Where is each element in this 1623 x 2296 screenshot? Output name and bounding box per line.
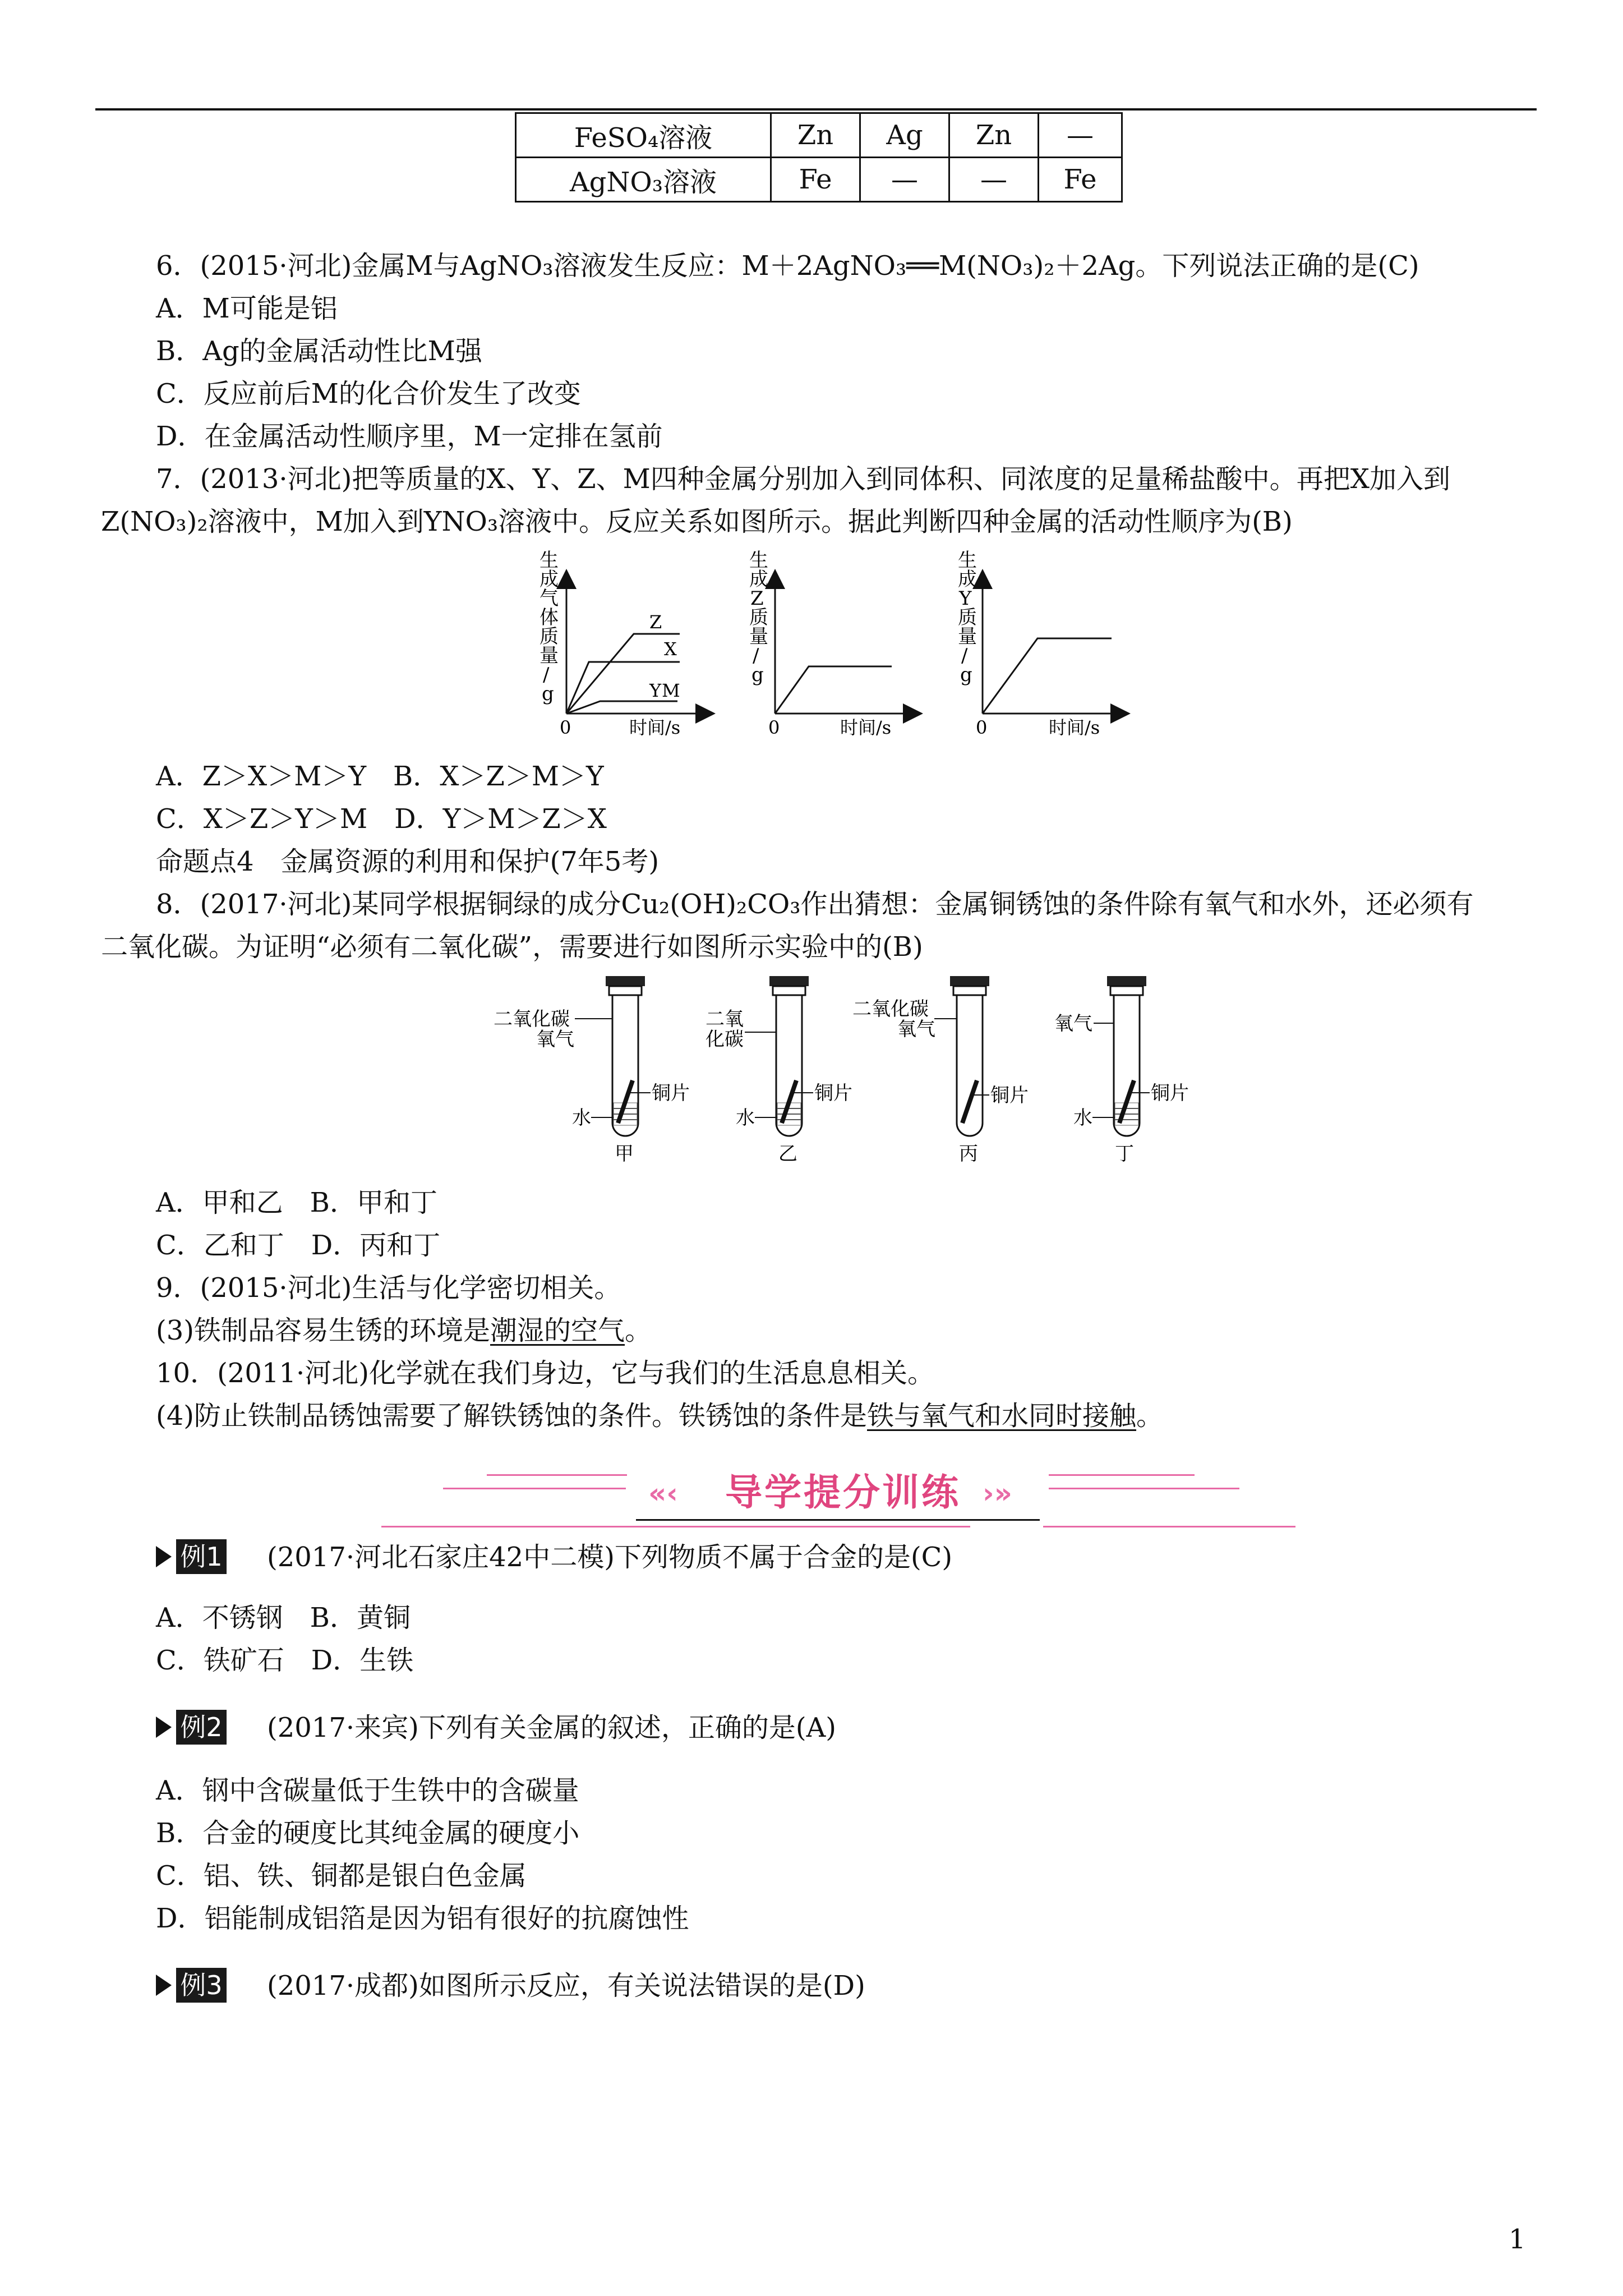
q10-sub bbox=[156, 1395, 1163, 1437]
q9-sub bbox=[156, 1309, 652, 1352]
tube-yi-copper: 铜片 bbox=[814, 1082, 852, 1105]
graph1-ylabel-4: 体 bbox=[540, 606, 559, 629]
graph3-ylabel-4: 质 bbox=[958, 606, 977, 629]
tube-yi-gas2: 化碳 bbox=[706, 1028, 744, 1051]
tube-ding-water: 水 bbox=[1073, 1107, 1092, 1129]
header-rule bbox=[95, 108, 1537, 111]
q7-options-ab: A．Z＞X＞M＞Y B．X＞Z＞M＞Y bbox=[156, 761, 604, 792]
q6-option-c: C．反应前后M的化合价发生了改变 bbox=[156, 378, 581, 409]
ex2-option-a: A．钢中含碳量低于生铁中的含碳量 bbox=[156, 1775, 579, 1806]
example-1-label: 例1 bbox=[176, 1539, 227, 1574]
banner-line bbox=[1049, 1488, 1239, 1489]
q10-stem: 10．(2011·河北)化学就在我们身边，它与我们的生活息息相关。 bbox=[156, 1358, 934, 1389]
graph2-ylabel-3: Z bbox=[750, 587, 764, 610]
graph2-ylabel-4: 质 bbox=[749, 606, 768, 629]
q9-sub-end: 。 bbox=[625, 1315, 652, 1346]
graph-gas-mass bbox=[540, 550, 712, 738]
graph2-ylabel-7: g bbox=[751, 664, 764, 686]
graph2-ylabel-5: 量 bbox=[749, 625, 768, 648]
q10-answer: 铁与氧气和水同时接触 bbox=[867, 1400, 1137, 1432]
table-row bbox=[516, 158, 1122, 202]
q6-stem: 6．(2015·河北)金属M与AgNO₃溶液发生反应：M＋2AgNO₃══M(NO₃)₂＋2Ag。下列说法正确的是(C) bbox=[156, 250, 1419, 282]
play-triangle-icon bbox=[156, 1717, 172, 1738]
q8-test-tubes bbox=[494, 976, 1211, 1167]
tube-bing-copper: 铜片 bbox=[990, 1084, 1029, 1107]
tube-yi bbox=[706, 976, 852, 1165]
graph3-ylabel-1: 生 bbox=[958, 550, 977, 572]
graph3-ylabel-2: 成 bbox=[958, 568, 977, 591]
graph3-ylabel-3: Y bbox=[959, 587, 972, 610]
table-cell: Zn bbox=[771, 113, 860, 158]
q8-options-cd: C．乙和丁 D．丙和丁 bbox=[156, 1230, 441, 1261]
tube-bing bbox=[852, 976, 1029, 1165]
tube-yi-gas1: 二氧 bbox=[706, 1008, 744, 1030]
q6-option-b: B．Ag的金属活动性比M强 bbox=[156, 335, 482, 367]
graph2-ylabel-2: 成 bbox=[749, 568, 768, 591]
graph3-ylabel-5: 量 bbox=[958, 625, 977, 648]
reaction-table bbox=[515, 112, 1123, 203]
tube-yi-water: 水 bbox=[736, 1107, 755, 1129]
graph2-xlabel: 时间/s bbox=[840, 717, 892, 738]
table-cell: — bbox=[949, 158, 1039, 202]
q8-stem-line1: 8．(2017·河北)某同学根据铜绿的成分Cu₂(OH)₂CO₃作出猜想：金属铜锈蚀的条件除有氧气和水外，还必须有 bbox=[156, 889, 1474, 920]
q8-stem-line2: 二氧化碳。为证明“必须有二氧化碳”，需要进行如图所示实验中的(B) bbox=[101, 931, 923, 963]
graph-z-mass bbox=[749, 550, 920, 738]
banner-line bbox=[487, 1474, 627, 1476]
ex1-options-cd: C．铁矿石 D．生铁 bbox=[156, 1645, 414, 1676]
table-cell: — bbox=[1039, 113, 1122, 158]
graph2-origin: 0 bbox=[768, 717, 780, 738]
q9-sub-text: (3)铁制品容易生锈的环境是 bbox=[156, 1315, 490, 1346]
q7-stem-line2: Z(NO₃)₂溶液中，M加入到YNO₃溶液中。反应关系如图所示。据此判断四种金属的活动性顺序为(B) bbox=[101, 506, 1293, 537]
ex2-option-b: B．合金的硬度比其纯金属的硬度小 bbox=[156, 1818, 580, 1849]
graph1-ylabel-7: / bbox=[543, 664, 550, 686]
example-2-label: 例2 bbox=[176, 1710, 227, 1745]
table-cell: Fe bbox=[771, 158, 860, 202]
q8-options-ab: A．甲和乙 B．甲和丁 bbox=[156, 1187, 437, 1218]
banner-line bbox=[443, 1488, 626, 1489]
example-3-label: 例3 bbox=[176, 1968, 227, 2003]
q7-options-cd: C．X＞Z＞Y＞M D．Y＞M＞Z＞X bbox=[156, 803, 607, 835]
q10-sub-text: (4)防止铁制品锈蚀需要了解铁锈蚀的条件。铁锈蚀的条件是 bbox=[156, 1400, 867, 1432]
tube-bing-name: 丙 bbox=[959, 1143, 978, 1165]
q7-graphs bbox=[527, 550, 1150, 752]
graph2-ylabel-6: / bbox=[753, 645, 759, 667]
q6-option-a: A．M可能是铝 bbox=[156, 293, 338, 324]
play-triangle-icon bbox=[156, 1546, 172, 1567]
q9-answer: 潮湿的空气 bbox=[490, 1315, 625, 1346]
banner-chevron-right-icon: ›» bbox=[983, 1477, 1012, 1510]
tube-ding-copper: 铜片 bbox=[1151, 1082, 1189, 1105]
table-cell: Zn bbox=[949, 113, 1039, 158]
q10-sub-end: 。 bbox=[1136, 1400, 1164, 1432]
banner-underline bbox=[636, 1519, 1040, 1521]
graph3-xlabel: 时间/s bbox=[1049, 717, 1100, 738]
table-cell: FeSO₄溶液 bbox=[516, 113, 771, 158]
graph1-xlabel: 时间/s bbox=[629, 717, 681, 738]
graph3-ylabel-6: / bbox=[961, 645, 968, 667]
graph1-ylabel-8: g bbox=[542, 683, 554, 705]
graph2-ylabel-1: 生 bbox=[749, 550, 768, 572]
q6-option-d: D．在金属活动性顺序里，M一定排在氢前 bbox=[156, 421, 663, 452]
table-cell: Ag bbox=[860, 113, 949, 158]
graph1-ylabel-3: 气 bbox=[540, 587, 559, 610]
play-triangle-icon bbox=[156, 1975, 172, 1996]
tube-jia-gas2: 氧气 bbox=[536, 1028, 574, 1051]
tube-ding-name: 丁 bbox=[1115, 1143, 1134, 1165]
tube-bing-gas1: 二氧化碳 bbox=[852, 998, 929, 1020]
banner-title: 导学提分训练 bbox=[725, 1471, 961, 1514]
page-number: 1 bbox=[1509, 2224, 1526, 2255]
banner-line bbox=[1049, 1474, 1195, 1476]
tube-yi-name: 乙 bbox=[778, 1143, 797, 1165]
graph1-label-x: X bbox=[664, 638, 677, 660]
ex3-stem: (2017·成都)如图所示反应，有关说法错误的是(D) bbox=[267, 1970, 865, 2001]
tube-ding bbox=[1054, 976, 1189, 1165]
ex1-options-ab: A．不锈钢 B．黄铜 bbox=[156, 1602, 411, 1634]
q7-stem-line1: 7．(2013·河北)把等质量的X、Y、Z、M四种金属分别加入到同体积、同浓度的足量稀盐酸中。再把X加入到 bbox=[156, 463, 1450, 495]
ex2-option-c: C．铝、铁、铜都是银白色金属 bbox=[156, 1860, 527, 1892]
ex2-stem: (2017·来宾)下列有关金属的叙述，正确的是(A) bbox=[267, 1712, 836, 1743]
tube-jia-name: 甲 bbox=[615, 1143, 634, 1165]
graph1-label-z: Z bbox=[649, 611, 662, 633]
graph1-ylabel-6: 量 bbox=[540, 645, 559, 667]
graph1-ylabel-5: 质 bbox=[540, 625, 559, 648]
tube-bing-gas2: 氧气 bbox=[897, 1018, 935, 1041]
graph1-ylabel-2: 成 bbox=[540, 568, 559, 591]
graph3-ylabel-7: g bbox=[960, 664, 972, 686]
graph1-origin: 0 bbox=[560, 717, 571, 738]
graph3-origin: 0 bbox=[976, 717, 988, 738]
tube-jia bbox=[494, 976, 690, 1165]
table-cell: Fe bbox=[1039, 158, 1122, 202]
ex1-stem: (2017·河北石家庄42中二模)下列物质不属于合金的是(C) bbox=[267, 1542, 953, 1573]
section-heading-4: 命题点4 金属资源的利用和保护(7年5考) bbox=[156, 846, 660, 877]
graph-y-mass bbox=[958, 550, 1127, 738]
tube-jia-gas1: 二氧化碳 bbox=[494, 1008, 570, 1030]
banner-chevron-left-icon: «‹ bbox=[648, 1477, 678, 1510]
tube-jia-copper: 铜片 bbox=[652, 1082, 690, 1105]
banner-line bbox=[1043, 1526, 1295, 1527]
q9-stem: 9．(2015·河北)生活与化学密切相关。 bbox=[156, 1272, 621, 1304]
graph1-label-m: M bbox=[662, 680, 680, 701]
tube-ding-gas: 氧气 bbox=[1054, 1013, 1092, 1035]
graph1-label-y: Y bbox=[649, 680, 662, 701]
table-row bbox=[516, 113, 1122, 158]
graph1-ylabel-1: 生 bbox=[540, 550, 559, 572]
banner-line bbox=[381, 1526, 970, 1527]
ex2-option-d: D．铝能制成铝箔是因为铝有很好的抗腐蚀性 bbox=[156, 1903, 689, 1934]
tube-jia-water: 水 bbox=[572, 1107, 591, 1129]
table-cell: AgNO₃溶液 bbox=[516, 158, 771, 202]
table-cell: — bbox=[860, 158, 949, 202]
